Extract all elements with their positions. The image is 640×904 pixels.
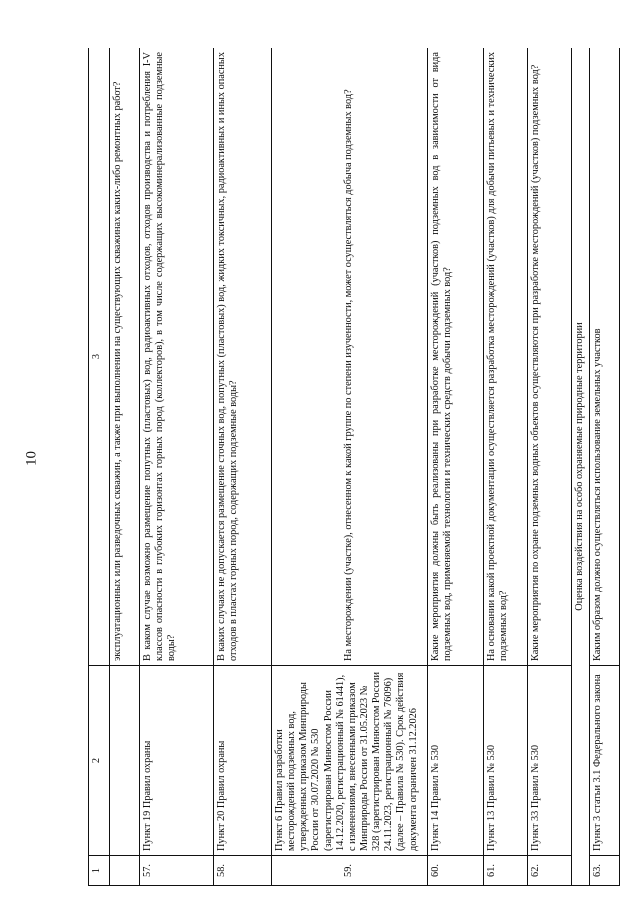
table-row (484, 48, 528, 886)
row-question: В каких случаях не допускается размещение сточных вод, попутных (пластовых) вод, жидких токсичных, радиоактивных и иных опасных отходов в пластах горных пород, содержащих подземные воды? (214, 48, 272, 666)
section-row (572, 48, 590, 886)
header-row (89, 48, 110, 886)
section-title: Оценка воздействия на особо охраняемые природные территории (572, 48, 590, 886)
page-number: 10 (23, 451, 40, 466)
row-basis: Пункт 33 Правил № 530 (528, 666, 572, 856)
table-row (528, 48, 572, 886)
col-header-1: 1 (89, 856, 110, 886)
row-question: В каком случае возможно размещение попутных (пластовых) вод, радиоактивных отходов, отходов производства и потребления I-V классов опасности в глубоких горизонтах горных пород (коллекторов), в том числе содержащих высокоминерализованные подземные воды? (140, 48, 214, 666)
row-number: 62. (528, 856, 572, 886)
row-basis: Пункт 14 Правил № 530 (428, 666, 484, 856)
row-question: Какие мероприятия должны быть реализованы при разработке месторождений (участков) подземных вод в зависимости от вида подземных вод, применяемой технологии и технических средств добычи подземных вод? (428, 48, 484, 666)
row-question: эксплуатационных или разведочных скважин, а также при выполнении на существующих скважинах каких-либо ремонтных работ? (110, 48, 140, 666)
table-row (110, 48, 140, 886)
row-question: На основании какой проектной документации осуществляется разработка месторождений (участков) для добычи питьевых и технических подземных вод? (484, 48, 528, 666)
landscape-sheet (88, 48, 624, 886)
row-basis: Пункт 6 Правил разработки месторождений подземных вод, утвержденных приказом Минприроды России от 30.07.2020 № 530 (зарегистрирован Минюстом России 14.12.2020, регистрационный № 61441), с изменениями, внесенными приказом Минприроды России от 31.05.2023 № 328 (зарегистрирован Минюстом России 24.11.2023, регистрационный № 76096) (далее – Правила № 530). Срок действия документа ограничен 31.12.2026 (272, 666, 428, 856)
row-number: 57. (140, 856, 214, 886)
table-row (140, 48, 214, 886)
col-header-3: 3 (89, 48, 110, 666)
row-number: 61. (484, 856, 528, 886)
row-number (110, 856, 140, 886)
rotated-page-frame (88, 48, 624, 886)
row-question: Каким образом должно осуществляться использование земельных участков (590, 48, 620, 666)
row-question: На месторождении (участке), отнесенном к какой группе по степени изученности, может осуществляться добыча подземных вод? (272, 48, 428, 666)
table-row (428, 48, 484, 886)
row-basis (110, 666, 140, 856)
row-basis: Пункт 19 Правил охраны (140, 666, 214, 856)
row-number: 59. (272, 856, 428, 886)
row-question: Какие мероприятия по охране подземных водных объектов осуществляются при разработке месторождений (участков) подземных вод? (528, 48, 572, 666)
row-basis: Пункт 13 Правил № 530 (484, 666, 528, 856)
table-row (214, 48, 272, 886)
table-row (272, 48, 428, 886)
requirements-table (88, 48, 620, 886)
row-number: 58. (214, 856, 272, 886)
col-header-2: 2 (89, 666, 110, 856)
row-basis: Пункт 3 статьи 3.1 Федерального закона (590, 666, 620, 856)
row-number: 63. (590, 856, 620, 886)
table-row (590, 48, 620, 886)
row-basis: Пункт 20 Правил охраны (214, 666, 272, 856)
row-number: 60. (428, 856, 484, 886)
